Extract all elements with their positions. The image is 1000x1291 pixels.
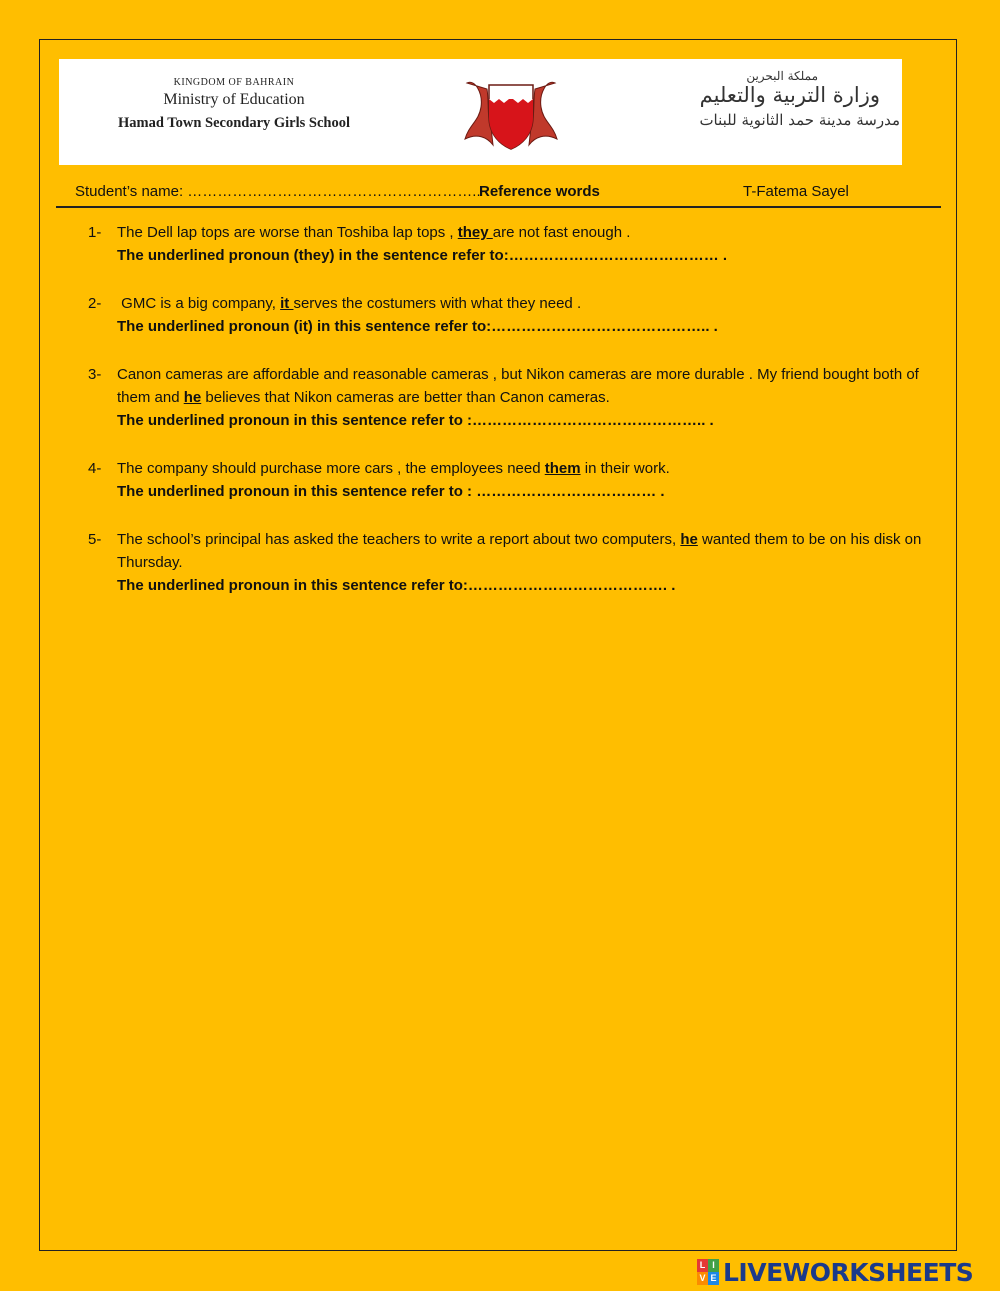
sentence-text: GMC is a big company,	[117, 295, 281, 312]
letterhead-english	[69, 77, 399, 132]
school-label: Hamad Town Secondary Girls School	[117, 115, 351, 131]
question-1	[88, 221, 948, 267]
underlined-pronoun: it	[280, 295, 294, 312]
letterhead-arabic	[600, 69, 900, 129]
worksheet-title: Reference words	[479, 183, 600, 200]
sentence-text: believes that Nikon cameras are better than Canon cameras.	[201, 389, 610, 406]
kingdom-label: KINGDOM OF BAHRAIN	[173, 77, 295, 88]
header-divider	[56, 206, 941, 208]
sentence-text: The school’s principal has asked the teachers to write a report about two computers,	[117, 531, 681, 548]
student-name-field: Student’s name: …………………………………………………..	[75, 183, 481, 200]
sentence-text: Canon cameras are affordable and reasonable cameras , but Nikon cameras are more durable . My friend bought both of them and	[117, 366, 919, 406]
kingdom-label-arabic: مملكة البحرين	[746, 69, 818, 83]
underlined-pronoun: them	[544, 460, 581, 477]
liveworksheets-icon	[697, 1259, 719, 1285]
question-2	[88, 292, 948, 338]
underlined-pronoun: they	[457, 224, 493, 241]
question-sentence	[117, 528, 948, 574]
sentence-text: The Dell lap tops are worse than Toshiba lap tops ,	[117, 224, 458, 241]
question-5	[88, 528, 948, 597]
ministry-label-arabic: وزارة التربية والتعليم	[699, 83, 880, 107]
answer-prompt: The underlined pronoun in this sentence refer to : ……………………………… .	[117, 483, 665, 500]
bahrain-coat-of-arms-icon	[461, 77, 561, 151]
logo-letter: I	[708, 1259, 719, 1272]
answer-prompt: The underlined pronoun in this sentence refer to:…………………………………. .	[117, 577, 676, 594]
sentence-text: wanted them to be on his disk on Thursday.	[117, 531, 922, 571]
logo-letter: V	[697, 1272, 708, 1285]
question-sentence	[117, 363, 948, 409]
question-number: 1-	[88, 224, 102, 241]
question-sentence	[117, 457, 948, 480]
teacher-name: T-Fatema Sayel	[743, 183, 849, 200]
ministry-label: Ministry of Education	[163, 91, 305, 108]
logo-letter: E	[708, 1272, 719, 1285]
letterhead	[59, 59, 902, 165]
question-number: 3-	[88, 366, 102, 383]
question-number: 4-	[88, 460, 102, 477]
sentence-text: are not fast enough .	[492, 224, 631, 241]
underlined-pronoun: he	[183, 389, 202, 406]
underlined-pronoun: he	[680, 531, 698, 548]
liveworksheets-wordmark: LIVEWORKSHEETS	[723, 1257, 974, 1287]
question-number: 2-	[88, 295, 102, 312]
question-sentence	[117, 292, 948, 315]
sentence-text: The company should purchase more cars , the employees need	[117, 460, 545, 477]
question-sentence	[117, 221, 948, 244]
logo-letter: L	[697, 1259, 708, 1272]
answer-prompt: The underlined pronoun in this sentence refer to :……………………………………….. .	[117, 412, 714, 429]
answer-prompt: The underlined pronoun (it) in this sentence refer to:…………………………………….. .	[117, 318, 718, 335]
answer-prompt: The underlined pronoun (they) in the sentence refer to:…………………………………… .	[117, 247, 728, 264]
question-number: 5-	[88, 531, 102, 548]
sentence-text: in their work.	[580, 460, 670, 477]
liveworksheets-logo	[697, 1257, 973, 1287]
sentence-text: serves the costumers with what they need .	[293, 295, 582, 312]
question-3	[88, 363, 948, 432]
school-label-arabic: مدرسة مدينة حمد الثانوية للبنات	[699, 111, 900, 129]
question-4	[88, 457, 948, 503]
